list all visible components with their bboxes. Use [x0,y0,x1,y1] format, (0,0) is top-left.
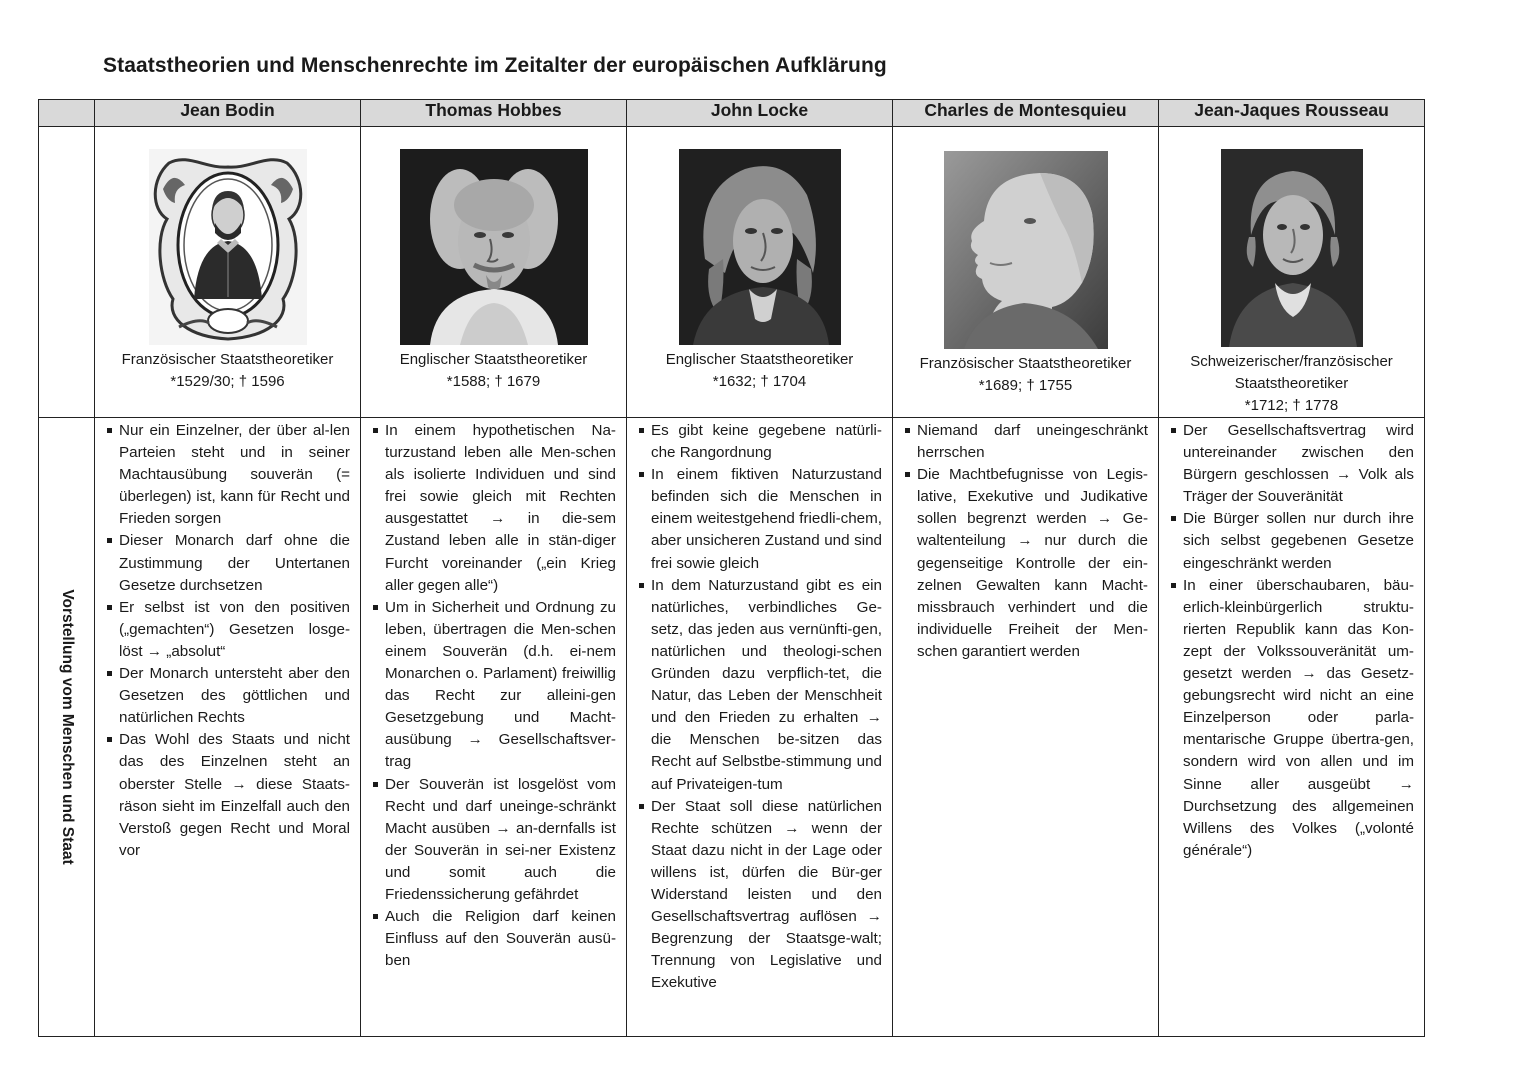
content-cell-hobbes [361,418,627,1037]
bullet-list [1169,420,1414,862]
bullet-item: Er selbst ist von den positiven („gemachten“) Gesetzen losge-löst → „absolut“ [119,597,350,663]
content-cell-montesquieu [893,418,1159,1037]
profile-portrait-icon [944,151,1108,349]
caption-line: Englischer Staatstheoretiker [665,351,854,368]
caption-line: *1529/30; † 1596 [170,373,285,390]
caption-locke [627,349,892,393]
bullet-item: Dieser Monarch darf ohne die Zustimmung der Untertanen Gesetze durchsetzen [119,530,350,596]
bullet-list [637,420,882,994]
row-label: Vorstellung vom Menschen und Staat [58,589,76,865]
bullet-item: Die Machtbefugnisse von Legis-lative, Exekutive und Judikative sollen begrenzt werden → Ge-waltenteilung → nur durch die gegenseitige Kontrolle der ein-zelnen Gewalten kann Macht-missbrauch verhindert und die individuelle Freiheit der Men-schen garantiert werden [917,464,1148,663]
painted-portrait-icon [679,149,841,345]
bullet-item: Der Staat soll diese natürlichen Rechte schützen → wenn der Staat dazu nicht in der Lage oder willens ist, dürfen die Bür-ger Widerstand leisten und den Gesellschaftsvertrag auflösen → Begrenzung der Staatsge-walt; Trennung von Legislative und Exekutive [651,796,882,995]
bullet-item: Das Wohl des Staats und nicht das des Einzelnen steht an oberster Stelle → diese Staats-räson sieht im Einzelfall auch den Verstoß gegen Recht und Moral vor [119,729,350,862]
painted-portrait-icon [400,149,588,345]
portrait-cell-hobbes [361,127,627,418]
column-header-rousseau: Jean-Jaques Rousseau [1159,100,1425,127]
caption-bodin [95,349,360,393]
theory-table [38,99,1425,1037]
painted-portrait-icon [1221,149,1363,347]
bullet-item: In einem fiktiven Naturzustand befinden sich die Menschen in einem weitestgehend friedli-chem, aber unsicheren Zustand und sind frei sowie gleich [651,464,882,574]
bullet-item: Niemand darf uneingeschränkt herrschen [917,420,1148,464]
bullet-item: Es gibt keine gegebene natürli-che Rangordnung [651,420,882,464]
portrait-row-label [39,127,95,418]
header-row [39,100,1425,127]
content-row [39,418,1425,1037]
engraved-portrait-icon [149,149,307,345]
content-cell-locke [627,418,893,1037]
bullet-item: Um in Sicherheit und Ordnung zu leben, übertragen die Men-schen einem Souverän (d.h. ei-nem Monarchen o. Parlament) freiwillig das Recht zur alleini-gen Gesetzgebung und Macht-ausübung → Gesellschaftsver-trag [385,597,616,774]
column-header-bodin: Jean Bodin [95,100,361,127]
caption-line: Englischer Staatstheoretiker [399,351,588,368]
column-header-locke: John Locke [627,100,893,127]
content-cell-rousseau [1159,418,1425,1037]
column-header-hobbes: Thomas Hobbes [361,100,627,127]
bullet-list [371,420,616,972]
page-title: Staatstheorien und Menschenrechte im Zeitalter der europäischen Aufklärung [103,54,887,77]
caption-line: Französischer Staatstheoretiker [919,355,1132,372]
corner-cell [39,100,95,127]
bullet-list [903,420,1148,663]
content-cell-bodin [95,418,361,1037]
bullet-item: Der Gesellschaftsvertrag wird untereinander zwischen den Bürgern geschlossen → Volk als Träger der Souveränität [1183,420,1414,508]
caption-montesquieu [893,353,1158,397]
portrait-cell-montesquieu [893,127,1159,418]
caption-line: *1689; † 1755 [978,377,1073,394]
caption-line: Staatstheoretiker [1234,375,1349,392]
bullet-item: In einem hypothetischen Na-turzustand leben alle Men-schen als isolierte Individuen und sind frei sowie gleich mit Rechten ausgestattet → in die-sem Zustand leben alle in stän-diger Furcht voreinander („ein Krieg aller gegen alle“) [385,420,616,597]
bullet-list [105,420,350,862]
column-header-montesquieu: Charles de Montesquieu [893,100,1159,127]
bullet-item: Nur ein Einzelner, der über al-len Parteien steht und in seiner Machtausübung souverän (= überlegen) ist, kann für Recht und Frieden sorgen [119,420,350,530]
bullet-item: Der Monarch untersteht aber den Gesetzen des göttlichen und natürlichen Rechts [119,663,350,729]
bullet-item: In dem Naturzustand gibt es ein natürliches, verbindliches Ge-setz, das jeden aus vernünfti-gen, natürlichen und theologi-schen Gründen dazu verpflich-tet, die Natur, das Leben der Menschheit und den Frieden zu erhalten → die Menschen be-sitzen das Recht auf Selbstbe-stimmung und auf Privateigen-tum [651,575,882,796]
bullet-item: Der Souverän ist losgelöst vom Recht und darf uneinge-schränkt Macht ausüben → an-dernfalls ist der Souverän in sei-ner Existenz und somit auch die Friedenssicherung gefährdet [385,774,616,907]
row-label-cell [39,418,95,1037]
caption-line: *1712; † 1778 [1244,397,1339,414]
caption-line: *1588; † 1679 [446,373,541,390]
portrait-row [39,127,1425,418]
portrait-cell-rousseau [1159,127,1425,418]
portrait-cell-locke [627,127,893,418]
caption-line: Französischer Staatstheoretiker [121,351,334,368]
portrait-cell-bodin [95,127,361,418]
caption-hobbes [361,349,626,393]
bullet-item: In einer überschaubaren, bäu-erlich-kleinbürgerlich struktu-rierten Republik kann das Kon-zept der Volkssouveränität um-gesetzt werden → das Gesetz-gebungsrecht wird nicht an eine Einzelperson oder parla-mentarische Gruppe übertra-gen, sondern wird von allen und im Sinne aller ausgeübt → Durchsetzung des allgemeinen Willens des Volkes („volonté générale“) [1183,575,1414,862]
bullet-item: Die Bürger sollen nur durch ihre sich selbst gegebenen Gesetze eingeschränkt werden [1183,508,1414,574]
caption-rousseau [1159,351,1424,417]
caption-line: *1632; † 1704 [712,373,807,390]
bullet-item: Auch die Religion darf keinen Einfluss auf den Souverän ausü-ben [385,906,616,972]
caption-line: Schweizerischer/französischer [1190,353,1393,370]
